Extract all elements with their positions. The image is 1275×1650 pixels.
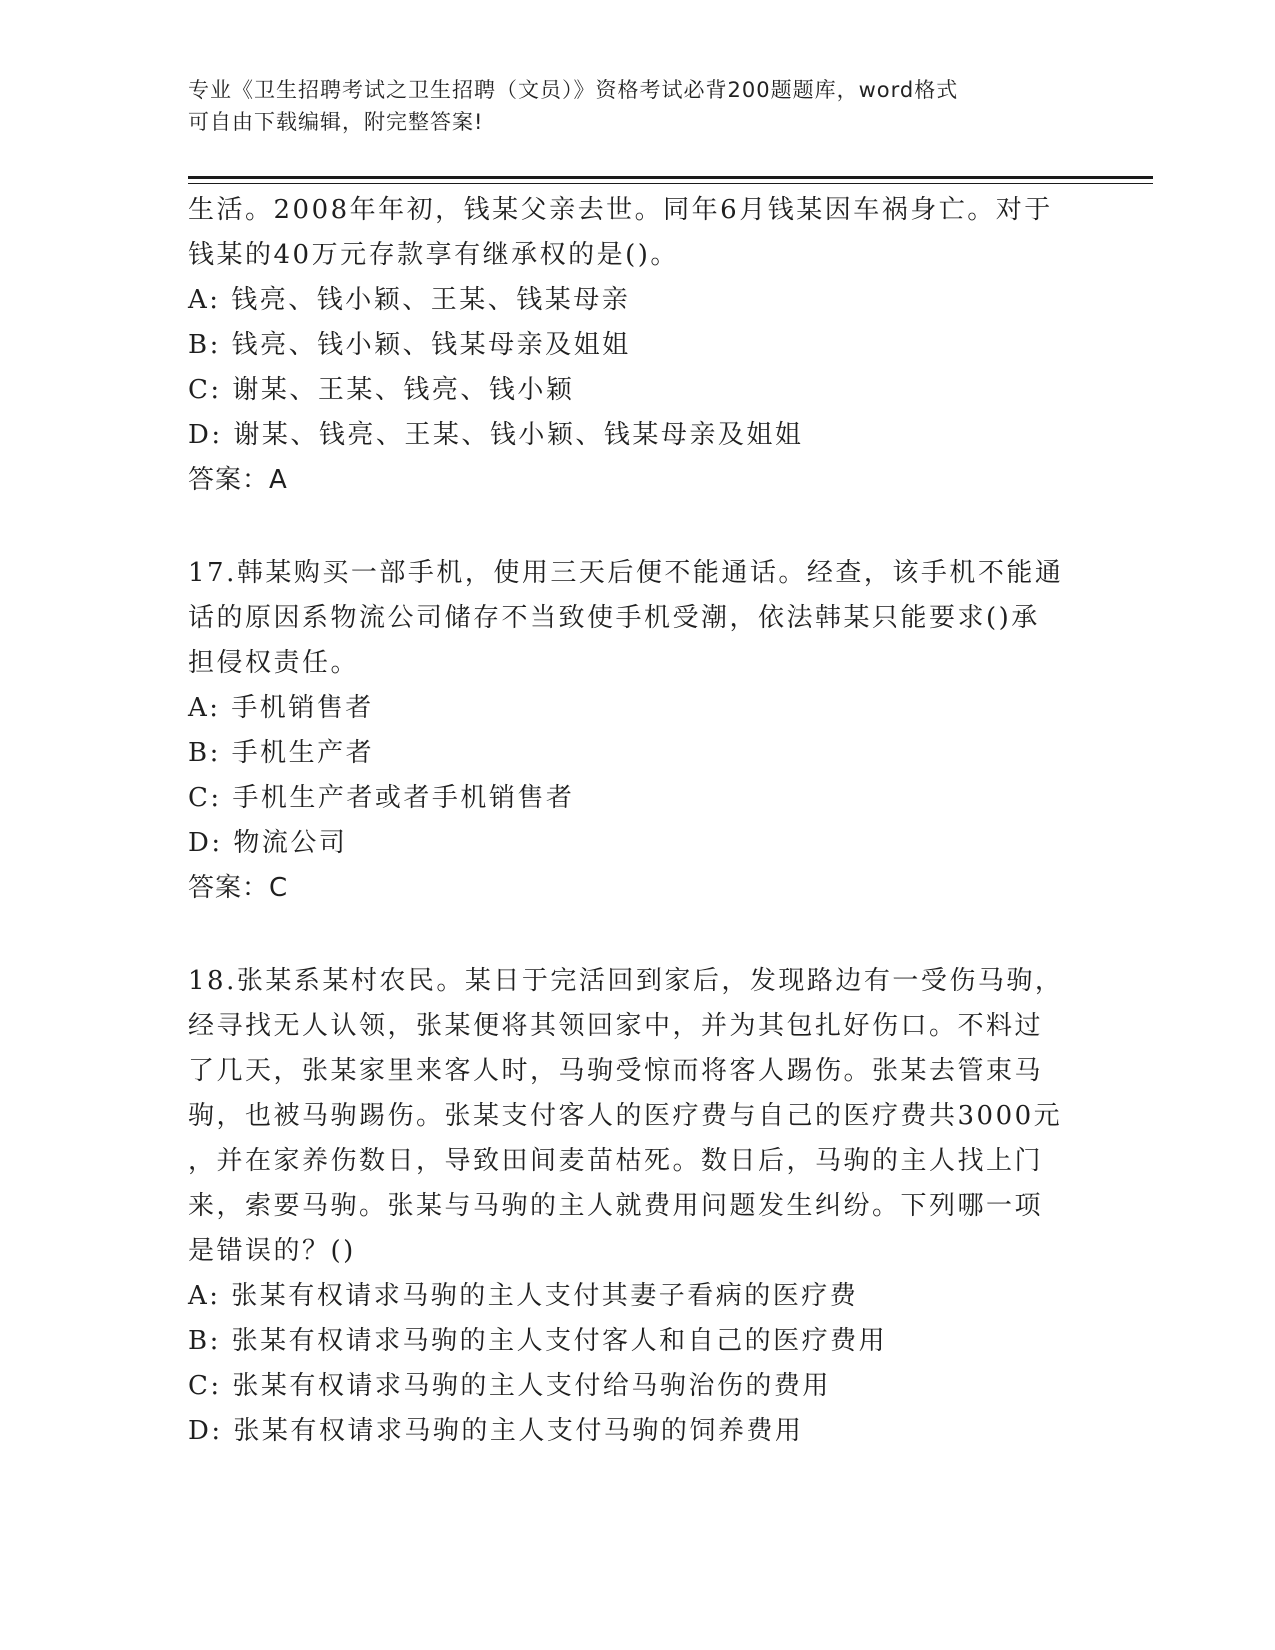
question-18-option-c: C: 张某有权请求马驹的主人支付给马驹治伤的费用 xyxy=(188,1371,831,1401)
header-title-line-2: 可自由下载编辑，附完整答案! xyxy=(188,110,484,134)
document-body xyxy=(188,188,1078,1454)
question-17-text-line-2: 话的原因系物流公司储存不当致使手机受潮，依法韩某只能要求()承 xyxy=(188,603,1040,633)
question-16 xyxy=(188,188,1078,503)
question-16-option-a: A: 钱亮、钱小颖、王某、钱某母亲 xyxy=(188,285,631,315)
question-17-option-c: C: 手机生产者或者手机销售者 xyxy=(188,783,575,813)
question-16-option-c: C: 谢某、王某、钱亮、钱小颖 xyxy=(188,375,575,405)
question-18-text-line-6: 来，索要马驹。张某与马驹的主人就费用问题发生纠纷。下列哪一项 xyxy=(188,1191,1044,1221)
document-header xyxy=(188,74,1068,138)
question-18-option-d: D: 张某有权请求马驹的主人支付马驹的饲养费用 xyxy=(188,1416,804,1446)
question-17-option-d: D: 物流公司 xyxy=(188,828,348,858)
question-18-option-a: A: 张某有权请求马驹的主人支付其妻子看病的医疗费 xyxy=(188,1281,859,1311)
question-17-option-a: A: 手机销售者 xyxy=(188,693,374,723)
question-16-option-b: B: 钱亮、钱小颖、钱某母亲及姐姐 xyxy=(188,330,631,360)
question-18-text-line-2: 经寻找无人认领，张某便将其领回家中，并为其包扎好伤口。不料过 xyxy=(188,1011,1044,1041)
question-17-answer: 答案：C xyxy=(188,873,289,903)
question-16-text-line-1: 生活。2008年年初，钱某父亲去世。同年6月钱某因车祸身亡。对于 xyxy=(188,195,1053,225)
question-18-text-line-3: 了几天，张某家里来客人时，马驹受惊而将客人踢伤。张某去管束马 xyxy=(188,1056,1044,1086)
question-18-text-line-1: 18.张某系某村农民。某日于完活回到家后，发现路边有一受伤马驹， xyxy=(188,966,1064,996)
question-16-answer: 答案：A xyxy=(188,465,288,495)
question-18-text-line-7: 是错误的？() xyxy=(188,1236,356,1266)
header-title-line-1: 专业《卫生招聘考试之卫生招聘（文员）》资格考试必背200题题库，word格式 xyxy=(188,78,959,102)
question-18-option-b: B: 张某有权请求马驹的主人支付客人和自己的医疗费用 xyxy=(188,1326,888,1356)
header-divider-thin xyxy=(188,183,1153,184)
question-18-text-line-4: 驹，也被马驹踢伤。张某支付客人的医疗费与自己的医疗费共3000元 xyxy=(188,1101,1063,1131)
question-17 xyxy=(188,551,1078,911)
question-17-option-b: B: 手机生产者 xyxy=(188,738,375,768)
question-17-text-line-1: 17.韩某购买一部手机，使用三天后便不能通话。经查，该手机不能通 xyxy=(188,558,1064,588)
question-17-text-line-3: 担侵权责任。 xyxy=(188,648,360,678)
question-18-text-line-5: ，并在家养伤数日，导致田间麦苗枯死。数日后，马驹的主人找上门 xyxy=(188,1146,1044,1176)
question-18 xyxy=(188,959,1078,1454)
question-16-option-d: D: 谢某、钱亮、王某、钱小颖、钱某母亲及姐姐 xyxy=(188,420,804,450)
header-divider-thick xyxy=(188,176,1153,179)
question-16-text-line-2: 钱某的40万元存款享有继承权的是()。 xyxy=(188,240,679,270)
